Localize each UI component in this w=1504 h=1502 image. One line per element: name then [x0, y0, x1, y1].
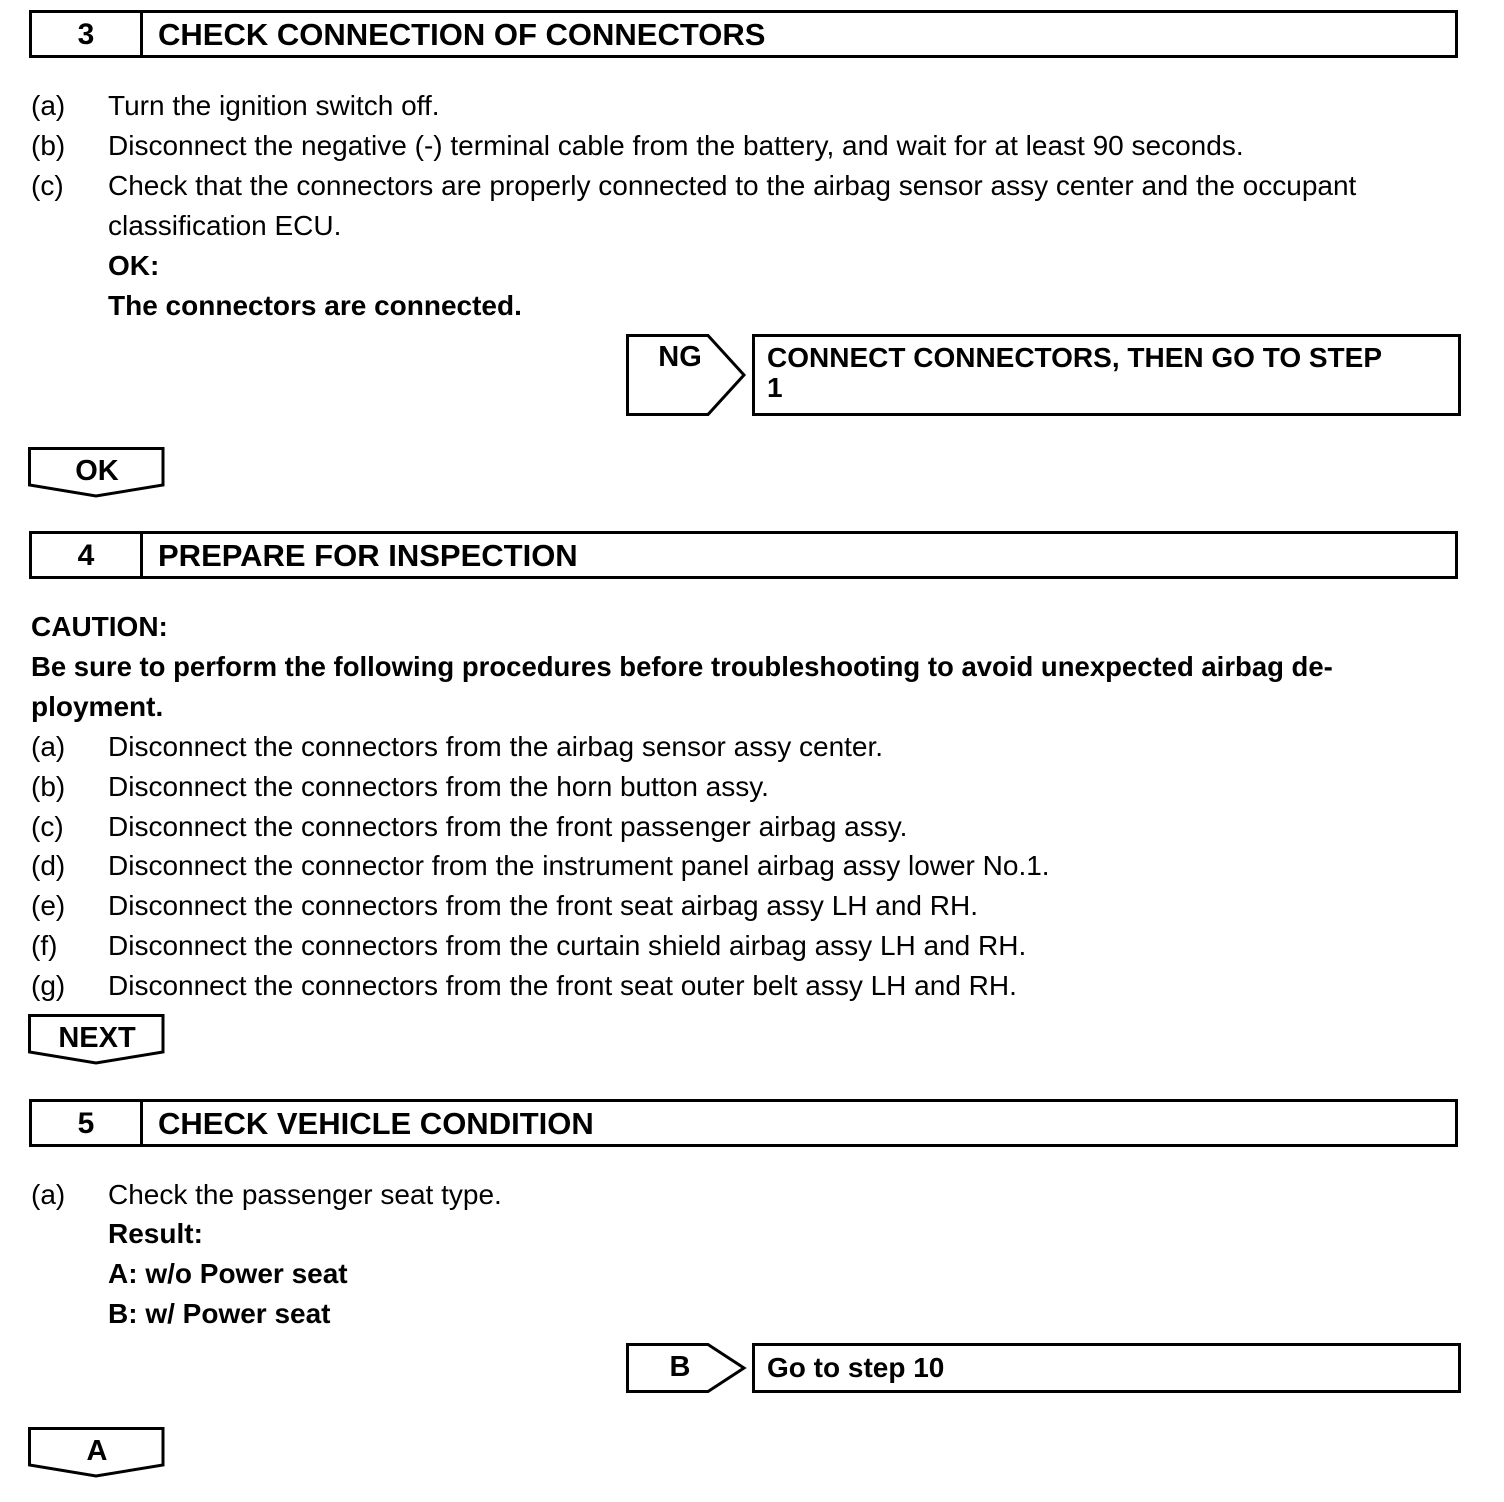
item-text: Disconnect the negative (-) terminal cable from the battery, and wait for at least 90 seconds.	[108, 130, 1244, 161]
item-letter: (c)	[31, 170, 64, 201]
item-text: Disconnect the connector from the instrument panel airbag assy lower No.1.	[108, 850, 1050, 881]
item-text: Disconnect the connectors from the airbag sensor assy center.	[108, 731, 884, 762]
item-letter: (g)	[31, 970, 66, 1001]
item-letter: (f)	[31, 930, 58, 961]
b-result-box	[752, 1343, 1461, 1393]
item-letter: (e)	[31, 890, 66, 921]
item-text: Disconnect the connectors from the front passenger airbag assy.	[108, 811, 908, 842]
ng-result-box	[752, 334, 1461, 416]
ng-tag-label: NG	[658, 341, 702, 373]
b-tag-label: B	[669, 1351, 691, 1383]
item-text: Check that the connectors are properly connected to the airbag sensor assy center and the occupant	[108, 170, 1357, 201]
caution-text: Be sure to perform the following procedures before troubleshooting to avoid unexpected airbag de-	[31, 651, 1333, 682]
ng-result-line2: 1	[767, 372, 783, 403]
item-letter: (b)	[31, 130, 66, 161]
item-text: Check the passenger seat type.	[108, 1179, 502, 1210]
step-5-header	[29, 1099, 1458, 1147]
result-label: Result:	[108, 1218, 203, 1249]
caution-label: CAUTION:	[31, 611, 168, 642]
item-text-continued: classification ECU.	[108, 210, 342, 241]
step-number: 3	[32, 13, 143, 55]
item-letter: (d)	[31, 850, 66, 881]
step-title: CHECK VEHICLE CONDITION	[158, 1106, 594, 1141]
item-letter: (b)	[31, 771, 66, 802]
caution-text-continued: ployment.	[31, 691, 164, 722]
result-b: B: w/ Power seat	[108, 1298, 331, 1329]
ng-result-line1: CONNECT CONNECTORS, THEN GO TO STEP	[767, 342, 1383, 373]
step-4-header	[29, 531, 1458, 579]
ok-criteria-text: The connectors are connected.	[108, 290, 522, 321]
item-text: Disconnect the connectors from the curtain shield airbag assy LH and RH.	[108, 930, 1027, 961]
step-number: 4	[32, 534, 143, 576]
ok-tab-label: OK	[75, 455, 119, 487]
ok-criteria-label: OK:	[108, 250, 160, 281]
b-result-text: Go to step 10	[767, 1352, 945, 1383]
item-text: Disconnect the connectors from the horn button assy.	[108, 771, 769, 802]
item-text: Disconnect the connectors from the front seat outer belt assy LH and RH.	[108, 970, 1017, 1001]
item-text: Disconnect the connectors from the front seat airbag assy LH and RH.	[108, 890, 978, 921]
step-3-header	[29, 10, 1458, 58]
step-title: PREPARE FOR INSPECTION	[158, 538, 578, 573]
item-letter: (a)	[31, 90, 66, 121]
item-letter: (a)	[31, 1179, 66, 1210]
item-letter: (c)	[31, 811, 64, 842]
step-number: 5	[32, 1102, 143, 1144]
next-tab-label: NEXT	[58, 1022, 136, 1054]
a-tab-label: A	[86, 1435, 108, 1467]
item-letter: (a)	[31, 731, 66, 762]
item-text: Turn the ignition switch off.	[108, 90, 440, 121]
result-a: A: w/o Power seat	[108, 1258, 348, 1289]
step-title: CHECK CONNECTION OF CONNECTORS	[158, 17, 766, 52]
